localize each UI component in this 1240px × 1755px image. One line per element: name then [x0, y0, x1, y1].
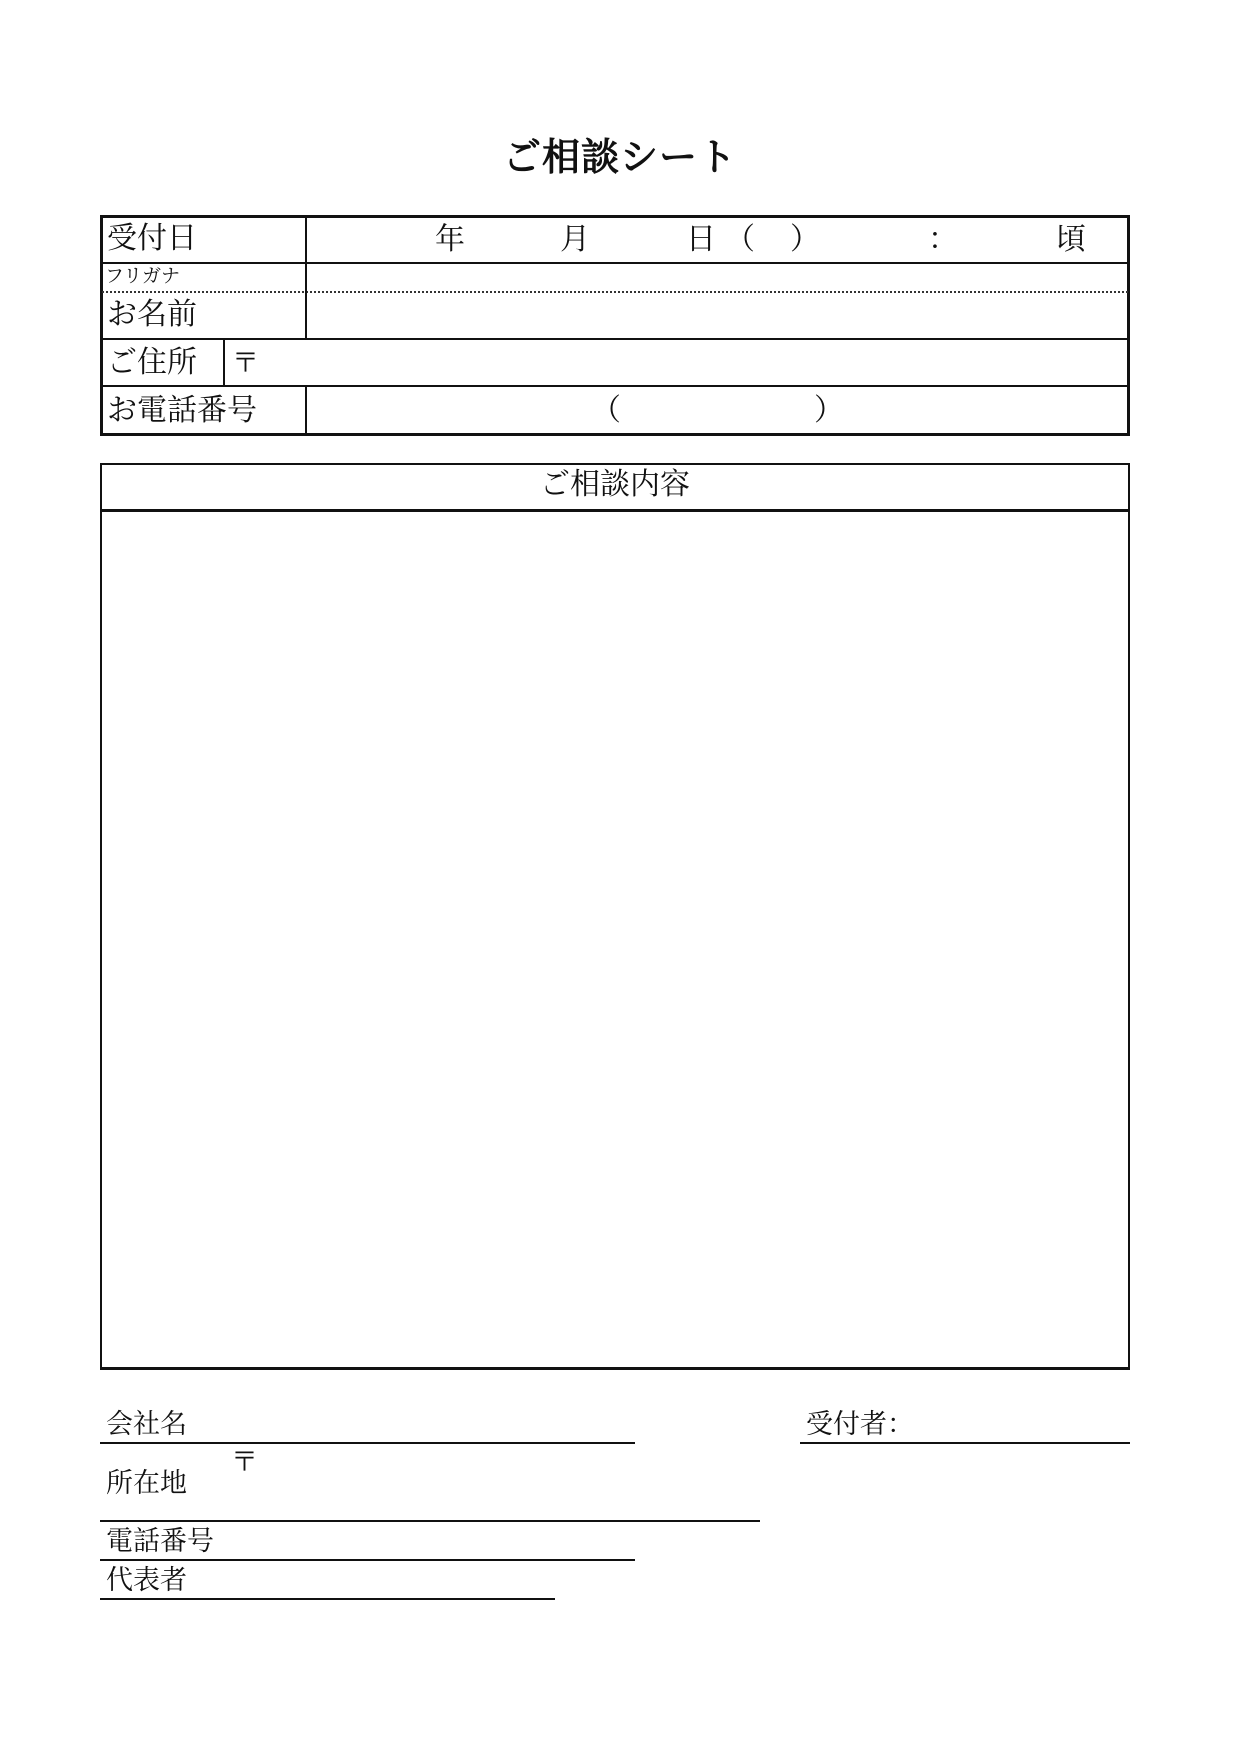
label-column-divider [305, 215, 307, 340]
receiver-underline [800, 1442, 1130, 1444]
weekday-paren-close: ） [790, 222, 820, 257]
day-label: 日 [686, 222, 716, 257]
box-border-bottom [100, 1367, 1130, 1370]
phone-field[interactable] [308, 387, 1126, 432]
company-phone-label: 電話番号 [106, 1526, 214, 1557]
furigana-separator [102, 291, 1128, 293]
page-title: ご相談シート [502, 135, 737, 179]
company-name-label: 会社名 [106, 1409, 187, 1440]
reception-date-field[interactable] [308, 218, 1126, 261]
year-label: 年 [435, 222, 465, 257]
table-border-right [1127, 215, 1130, 436]
location-postal-mark: 〒 [231, 1447, 258, 1478]
box-border-top [100, 463, 1130, 465]
representative-label: 代表者 [106, 1565, 187, 1596]
name-label: お名前 [107, 297, 197, 332]
box-border-right [1128, 463, 1130, 1370]
area-code-paren-close: ） [814, 393, 844, 428]
address-label: ご住所 [107, 345, 197, 380]
area-code-paren-open: （ [591, 393, 621, 428]
company-phone-underline [100, 1559, 635, 1561]
reception-date-label: 受付日 [107, 221, 197, 256]
phone-label-divider [305, 385, 307, 436]
postal-mark: 〒 [232, 348, 259, 379]
furigana-field[interactable] [308, 264, 1126, 290]
table-border-bottom [100, 433, 1130, 436]
name-field[interactable] [308, 294, 1126, 337]
consultation-content-field[interactable] [102, 512, 1128, 1367]
approx-label: 頃 [1056, 222, 1086, 257]
address-label-divider [223, 338, 225, 387]
month-label: 月 [560, 222, 590, 257]
receiver-label: 受付者： [806, 1409, 914, 1440]
consultation-header: ご相談内容 [540, 467, 690, 502]
location-underline [100, 1520, 760, 1522]
table-border-left [100, 215, 103, 436]
time-colon: ： [928, 222, 958, 257]
company-name-underline [100, 1442, 635, 1444]
representative-underline [100, 1598, 555, 1600]
furigana-label: フリガナ [105, 265, 181, 287]
address-field[interactable] [226, 340, 1126, 384]
location-label: 所在地 [106, 1468, 187, 1499]
phone-label: お電話番号 [107, 393, 257, 428]
weekday-paren-open: （ [725, 222, 755, 257]
